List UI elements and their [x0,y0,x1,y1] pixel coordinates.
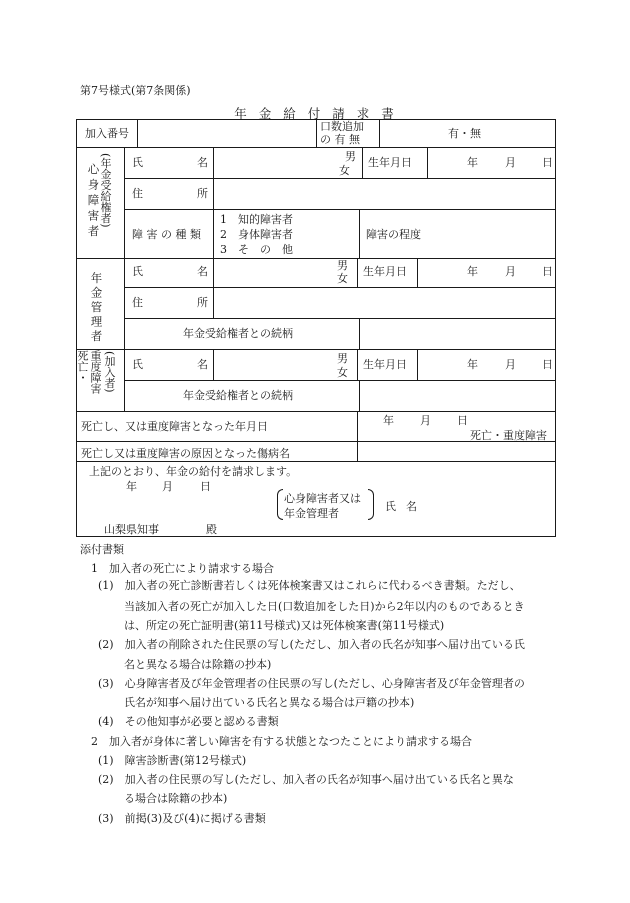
request-statement: 上記のとおり、年金の給付を請求します。 [89,465,298,478]
attachment-line: (3) 前掲(3)及び(4)に掲げる書類 [98,812,266,825]
dp-name-label-1: 氏 [132,156,143,169]
signer-name-label-1: 氏 [385,500,396,513]
attachment-line: 氏名が知事へ届け出ている氏名と異なる場合は戸籍の抄本) [124,696,415,709]
dp-address-label-2: 所 [197,187,208,200]
death-year: 年 [383,414,394,427]
mg-address-label-2: 所 [197,296,208,309]
dp-degree-field[interactable] [433,212,553,252]
extension-label-2: の 有 無 [320,133,360,146]
mb-relation-field[interactable] [362,382,553,407]
member-group-label-2: 重度障害 [89,350,102,394]
mg-address-field[interactable] [215,290,553,314]
disabled-person-group-paren: (年金受給権者) [99,153,112,228]
mg-male[interactable]: 男 [337,259,348,272]
addressee: 山梨県知事 [104,523,159,536]
mg-female[interactable]: 女 [337,272,348,285]
member-group-paren: (加入者) [103,351,116,393]
request-month: 月 [162,480,173,493]
dp-address-field[interactable] [215,180,553,206]
attachment-line: 2 加入者が身体に著しい障害を有する状態となつたことにより請求する場合 [91,735,472,748]
mb-male[interactable]: 男 [337,352,348,365]
request-day: 日 [200,480,211,493]
signer-brace-right [368,489,374,520]
mb-birth-label: 生年月日 [363,358,407,371]
attachment-line: は、所定の死亡証明書(第11号様式)又は死体検案書(第11号様式) [124,619,445,632]
dp-month: 月 [505,156,516,169]
dp-type-1[interactable]: 1 知的障害者 [220,213,293,226]
document-title: 年金給付請求書 [234,106,406,121]
mg-name-label-2: 名 [197,265,208,278]
attachment-line: (1) 障害診断書(第12号様式) [98,754,247,767]
mg-relation-label: 年金受給権者との続柄 [183,327,293,340]
mg-birth-label: 生年月日 [363,265,407,278]
mg-name-field[interactable] [215,259,340,283]
honorific: 殿 [206,523,217,536]
attachment-line: (4) その他知事が必要と認める書類 [98,715,279,728]
dp-type-2[interactable]: 2 身体障害者 [220,228,293,241]
attachment-line: (3) 心身障害者及び年金管理者の住民票の写し(ただし、心身障害者及び年金管理者の [98,677,525,690]
member-number-field[interactable] [138,121,312,143]
mb-day: 日 [542,358,553,371]
extension-value[interactable]: 有・無 [448,127,481,140]
mb-name-label-1: 氏 [132,358,143,371]
mb-name-field[interactable] [215,351,340,376]
signer-brace-left [277,489,283,520]
cause-label: 死亡し又は重度障害の原因となった傷病名 [81,447,290,460]
mg-day: 日 [542,265,553,278]
dp-birth-label: 生年月日 [368,156,412,169]
mg-month: 月 [505,265,516,278]
dp-female[interactable]: 女 [339,164,350,177]
mg-address-label-1: 住 [132,296,143,309]
signer-name-label-2: 名 [406,500,417,513]
dp-name-field[interactable] [215,150,345,176]
dp-disability-type-label: 障 害 の 種 類 [132,228,201,241]
attachment-line: 当該加入者の死亡が加入した日(口数追加をした日)から2年以内のものであるとき [124,600,525,613]
attachment-line: る場合は除籍の抄本) [124,792,228,805]
attachments-heading: 添付書類 [80,543,124,556]
dp-male[interactable]: 男 [345,150,356,163]
dp-type-3[interactable]: 3 そ の 他 [220,243,293,256]
death-suffix[interactable]: 死亡・重度障害 [470,429,547,442]
member-group-label-1: 死亡・ [76,350,89,383]
dp-address-label-1: 住 [132,187,143,200]
attachment-line: (1) 加入者の死亡診断書若しくは死体検案書又はこれらに代わるべき書類。ただし、 [98,579,521,592]
manager-group-label: 年金管理者 [89,272,104,345]
mb-female[interactable]: 女 [337,366,348,379]
attachment-line: (2) 加入者の削除された住民票の写し(ただし、加入者の氏名が知事へ届け出ている氏 [98,638,525,651]
dp-name-label-2: 名 [197,156,208,169]
death-month: 月 [420,414,431,427]
extension-label-1: 口数追加 [320,120,364,133]
signer-label-1: 心身障害者又は [284,492,361,505]
mb-year: 年 [467,358,478,371]
mg-relation-field[interactable] [362,320,553,345]
form-number-label: 第7号様式(第7条関係) [80,84,191,97]
cause-field[interactable] [360,442,553,460]
dp-day: 日 [542,156,553,169]
death-date-label: 死亡し、又は重度障害となった年月日 [81,420,268,433]
mg-year: 年 [467,265,478,278]
disabled-person-group-label: 心身障害者 [86,163,101,241]
attachment-line: (2) 加入者の住民票の写し(ただし、加入者の氏名が知事へ届け出ている氏名と異な [98,773,514,786]
attachment-line: 1 加入者の死亡により請求する場合 [91,562,274,575]
dp-year: 年 [467,156,478,169]
signer-label-2: 年金管理者 [284,507,339,520]
mb-name-label-2: 名 [197,358,208,371]
mb-month: 月 [505,358,516,371]
request-year: 年 [126,480,137,493]
death-day: 日 [457,414,468,427]
member-number-label: 加入番号 [85,127,129,140]
dp-degree-label: 障害の程度 [366,228,421,241]
mg-name-label-1: 氏 [132,265,143,278]
mb-relation-label: 年金受給権者との続柄 [183,389,293,402]
attachment-line: 名と異なる場合は除籍の抄本) [124,658,272,671]
